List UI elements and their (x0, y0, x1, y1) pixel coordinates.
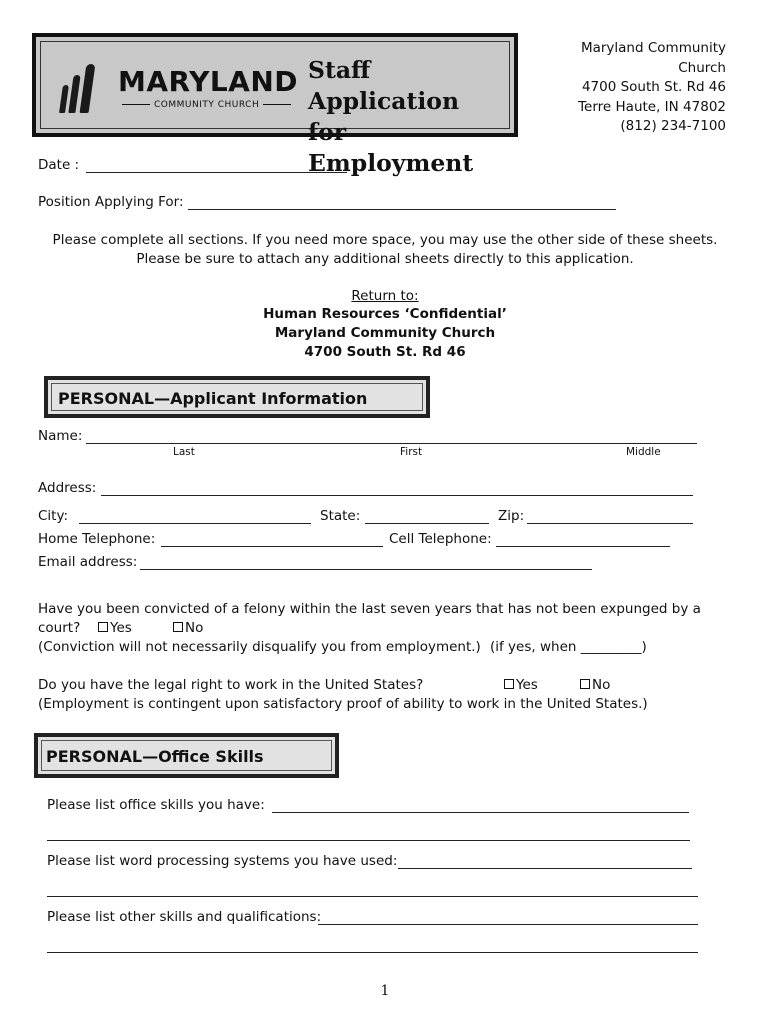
felony-no-option[interactable]: No (173, 620, 203, 636)
felony-question-court: court? (38, 620, 81, 636)
name-field[interactable] (86, 443, 697, 444)
cell-phone-field[interactable] (496, 546, 670, 547)
checkbox-icon[interactable] (173, 622, 183, 632)
checkbox-icon[interactable] (580, 679, 590, 689)
word-processing-field[interactable] (398, 868, 692, 869)
date-label: Date : (38, 157, 80, 173)
instructions-line-1: Please complete all sections. If you need more space, you may use the other side of these sheets. (52, 232, 718, 248)
document-title: Staff Application for Employment (308, 56, 474, 177)
name-sublabel-last: Last (173, 446, 195, 458)
logo-wordmark: MARYLAND (118, 65, 299, 98)
personal-section-title: PERSONAL—Applicant Information (58, 389, 368, 408)
page-number: 1 (380, 983, 390, 999)
office-skills-label: Please list office skills you have: (47, 797, 265, 813)
legal-work-question: Do you have the legal right to work in the United States? (38, 677, 424, 693)
checkbox-icon[interactable] (98, 622, 108, 632)
email-label: Email address: (38, 554, 138, 570)
return-to-label: Return to: (351, 288, 419, 304)
word-processing-field-line-2[interactable] (47, 896, 698, 897)
state-field[interactable] (365, 523, 489, 524)
felony-yes-option[interactable]: Yes (98, 620, 132, 636)
other-skills-label: Please list other skills and qualifications: (47, 909, 322, 925)
address-label: Address: (38, 480, 97, 496)
address-field[interactable] (101, 495, 693, 496)
instructions-line-2: Please be sure to attach any additional sheets directly to this application. (136, 251, 634, 267)
city-field[interactable] (79, 523, 311, 524)
position-field[interactable] (188, 209, 616, 210)
office-skills-field[interactable] (272, 812, 689, 813)
office-skills-section-title: PERSONAL—Office Skills (46, 747, 264, 766)
word-processing-label: Please list word processing systems you have used: (47, 853, 398, 869)
felony-question: Have you been convicted of a felony within the last seven years that has not been expunged by a (38, 601, 701, 617)
felony-when-field[interactable]: (if yes, when _________) (490, 639, 647, 655)
name-label: Name: (38, 428, 83, 444)
office-skills-section-header (34, 733, 339, 778)
legal-work-note: (Employment is contingent upon satisfactory proof of ability to work in the United States.) (38, 696, 648, 712)
date-field[interactable] (86, 172, 347, 173)
return-address-line-3: 4700 South St. Rd 46 (304, 344, 466, 360)
home-phone-field[interactable] (161, 546, 383, 547)
zip-label: Zip: (498, 508, 525, 524)
personal-section-header (44, 376, 430, 418)
cell-phone-label: Cell Telephone: (389, 531, 492, 547)
email-field[interactable] (140, 569, 592, 570)
name-sublabel-first: First (400, 446, 423, 458)
other-skills-field[interactable] (318, 924, 698, 925)
zip-field[interactable] (527, 523, 693, 524)
state-label: State: (320, 508, 361, 524)
home-phone-label: Home Telephone: (38, 531, 156, 547)
name-sublabel-middle: Middle (626, 446, 661, 458)
office-skills-field-line-2[interactable] (47, 840, 690, 841)
church-address: Maryland Community Church 4700 South St. Rd 46 Terre Haute, IN 47802 (812) 234-7100 (578, 40, 726, 134)
position-label: Position Applying For: (38, 194, 184, 210)
felony-note: (Conviction will not necessarily disqualify you from employment.) (38, 639, 481, 655)
logo-subtitle: COMMUNITY CHURCH (118, 100, 295, 110)
legal-no-option[interactable]: No (580, 677, 610, 693)
return-address-line-2: Maryland Community Church (274, 325, 496, 341)
other-skills-field-line-2[interactable] (47, 952, 698, 953)
checkbox-icon[interactable] (504, 679, 514, 689)
city-label: City: (38, 508, 69, 524)
return-address-line-1: Human Resources ‘Confidential’ (263, 306, 507, 322)
legal-yes-option[interactable]: Yes (504, 677, 538, 693)
